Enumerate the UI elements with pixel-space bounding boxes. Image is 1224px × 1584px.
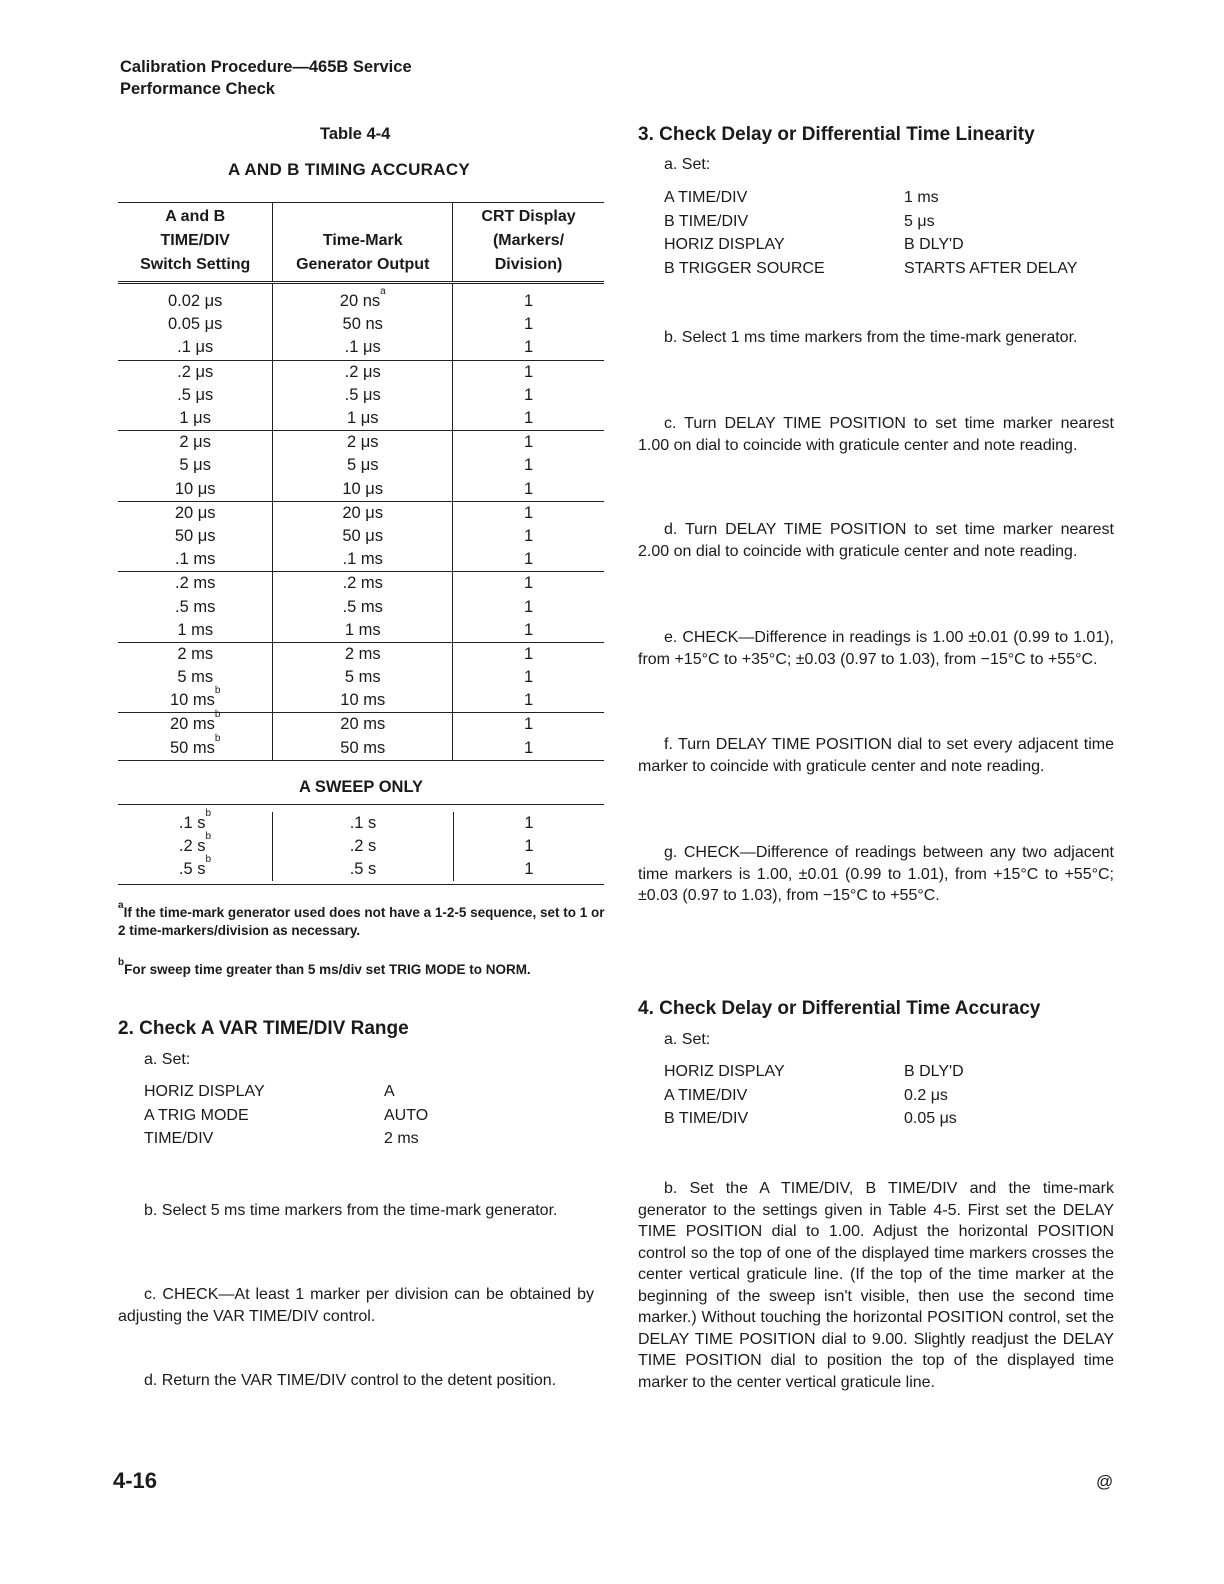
setting-row: HORIZ DISPLAY B DLY'D xyxy=(664,1063,964,1080)
col-header-crt-display: CRT Display (Markers/ Division) xyxy=(453,203,604,283)
markers-per-division-cell: 1 xyxy=(453,336,604,360)
switch-setting-cell: 5 μs xyxy=(118,454,273,477)
step-3-settings xyxy=(664,186,1114,280)
step-3a: a. Set: xyxy=(664,156,711,173)
table-row xyxy=(118,431,604,455)
markers-per-division-cell: 1 xyxy=(523,456,534,475)
markers-per-division-cell: 1 xyxy=(524,814,534,832)
running-header xyxy=(120,56,412,100)
setting-row: B TIME/DIV 5 μs xyxy=(664,212,935,230)
generator-output-cell: 5 μs xyxy=(273,454,453,477)
table-row xyxy=(118,858,604,881)
markers-per-division-cell: 1 xyxy=(523,668,534,687)
table-row xyxy=(118,595,604,618)
markers-per-division-cell: 1 xyxy=(523,362,534,381)
header-line-2: Performance Check xyxy=(120,80,275,98)
table-row xyxy=(118,737,604,761)
generator-output-cell: 1 μs xyxy=(273,407,453,431)
generator-output-cell: 5 ms xyxy=(273,666,453,689)
switch-setting-cell: .2 μs xyxy=(118,360,273,384)
step-2-title: 2. Check A VAR TIME/DIV Range xyxy=(118,1018,409,1039)
generator-output-cell: 10 μs xyxy=(273,478,453,502)
switch-setting-cell: 0.05 μs xyxy=(118,313,273,336)
step-3f: f. Turn DELAY TIME POSITION dial to set every adjacent time marker to coincide with graticule center and note reading. xyxy=(638,736,1114,775)
table-row xyxy=(118,384,604,407)
switch-setting-cell: .1 $s^b$ xyxy=(118,812,273,835)
setting-row: A TRIG MODE AUTO xyxy=(144,1106,429,1124)
footer-mark: @ xyxy=(1096,1472,1114,1491)
generator-output-cell: .5 s xyxy=(273,858,454,881)
switch-setting-cell: 0.02 μs xyxy=(118,283,273,314)
table-row xyxy=(118,689,604,713)
markers-per-division-cell: 1 xyxy=(453,478,604,502)
markers-per-division-cell: 1 xyxy=(523,433,534,452)
switch-setting-cell: .2 ms xyxy=(118,572,273,596)
generator-output-cell: 2 μs xyxy=(273,431,453,455)
header-line-1: Calibration Procedure—465B Service xyxy=(120,58,412,76)
a-sweep-table-body xyxy=(118,808,604,881)
step-2b: b. Select 5 ms time markers from the time-mark generator. xyxy=(144,1202,558,1219)
a-sweep-only-title: A SWEEP ONLY xyxy=(298,778,424,796)
markers-per-division-cell: 1 xyxy=(524,860,534,878)
table-row xyxy=(118,360,604,384)
table-title: A AND B TIMING ACCURACY xyxy=(228,160,471,179)
setting-row: HORIZ DISPLAY B DLY'D xyxy=(664,236,964,253)
footnote-b: $^b$For sweep time greater than 5 ms/div set TRIG MODE to NORM. xyxy=(118,957,531,977)
markers-per-division-cell: 1 xyxy=(453,407,604,431)
generator-output-cell: .5 μs xyxy=(273,384,453,407)
markers-per-division-cell: 1 xyxy=(523,503,534,522)
switch-setting-cell: .2 $s^b$ xyxy=(118,835,273,858)
generator-output-cell: .2 ms xyxy=(273,572,453,596)
step-2d: d. Return the VAR TIME/DIV control to the detent position. xyxy=(144,1372,557,1389)
table-row xyxy=(118,572,604,596)
markers-per-division-cell: 1 xyxy=(453,737,604,761)
col-header-generator-output: Time-Mark Generator Output xyxy=(273,203,453,283)
table-row xyxy=(118,313,604,336)
generator-output-cell: 2 ms xyxy=(273,642,453,666)
switch-setting-cell: 1 ms xyxy=(118,619,273,643)
table-row xyxy=(118,525,604,548)
generator-output-cell: 50 μs xyxy=(273,525,453,548)
generator-output-cell: .5 ms xyxy=(273,595,453,618)
table-row xyxy=(118,713,604,737)
setting-row: B TRIGGER SOURCE STARTS AFTER DELAY xyxy=(664,259,1078,277)
switch-setting-cell: .5 $s^b$ xyxy=(118,858,273,881)
generator-output-cell: 20 μs xyxy=(273,501,453,525)
markers-per-division-cell: 1 xyxy=(523,715,534,734)
switch-setting-cell: 50 $ms^b$ xyxy=(118,737,273,761)
timing-table-body xyxy=(118,283,604,761)
markers-per-division-cell: 1 xyxy=(453,548,604,572)
switch-setting-cell: 20 $ms^b$ xyxy=(118,713,273,737)
table-number: Table 4-4 xyxy=(320,125,391,143)
generator-output-cell: .2 μs xyxy=(273,360,453,384)
step-3d: d. Turn DELAY TIME POSITION to set time marker nearest 2.00 on dial to coincide with graticule center and note reading. xyxy=(638,521,1114,560)
switch-setting-cell: 10 μs xyxy=(118,478,273,502)
switch-setting-cell: 1 μs xyxy=(118,407,273,431)
table-row xyxy=(118,666,604,689)
step-4-settings xyxy=(664,1060,1114,1131)
table-row xyxy=(118,619,604,643)
step-3e: e. CHECK—Difference in readings is 1.00 ±0.01 (0.99 to 1.01), from +15°C to +35°C; ±0.03 (0.97 to 1.03), from −15°C to +55°C. xyxy=(638,629,1114,668)
generator-output-cell: .1 μs xyxy=(273,336,453,360)
switch-setting-cell: 10 $ms^b$ xyxy=(118,689,273,713)
switch-setting-cell: .5 ms xyxy=(118,595,273,618)
a-sweep-table xyxy=(118,808,604,881)
step-3-title: 3. Check Delay or Differential Time Linearity xyxy=(638,124,1035,145)
switch-setting-cell: 20 μs xyxy=(118,501,273,525)
generator-output-cell: 1 ms xyxy=(273,619,453,643)
step-4b: b. Set the A TIME/DIV, B TIME/DIV and the time-mark generator to the settings given in Table 4-5. First set the DELAY TIME POSITION dial to 1.00. Adjust the horizontal POSITION control so the top of one of the displayed time markers crosses the center vertical graticule line. (If the top of the time marker at the beginning of the sweep isn't visible, then use the second time marker.) Without touching the horizontal POSITION control, set the DELAY TIME POSITION dial to 9.00. Slightly readjust the DELAY TIME POSITION dial to position the top of the displayed time marker to the center vertical graticule line. xyxy=(638,1180,1114,1391)
table-row xyxy=(118,478,604,502)
markers-per-division-cell: 1 xyxy=(524,837,534,855)
setting-row: HORIZ DISPLAY A xyxy=(144,1083,395,1100)
markers-per-division-cell: 1 xyxy=(453,689,604,713)
switch-setting-cell: 2 ms xyxy=(118,642,273,666)
markers-per-division-cell: 1 xyxy=(523,315,534,334)
markers-per-division-cell: 1 xyxy=(523,526,534,545)
table-row xyxy=(118,642,604,666)
col-header-switch-setting: A and B TIME/DIV Switch Setting xyxy=(118,203,273,283)
markers-per-division-cell: 1 xyxy=(523,597,534,616)
setting-row: A TIME/DIV 0.2 μs xyxy=(664,1086,948,1104)
step-3b: b. Select 1 ms time markers from the time-mark generator. xyxy=(664,329,1078,346)
footnote-a: $^a$If the time-mark generator used does not have a 1-2-5 sequence, set to 1 or 2 time-markers/division as necessary. xyxy=(118,900,605,938)
table-row xyxy=(118,548,604,572)
table-row xyxy=(118,336,604,360)
setting-row: A TIME/DIV 1 ms xyxy=(664,189,939,206)
table-row xyxy=(118,407,604,431)
switch-setting-cell: .1 ms xyxy=(118,548,273,572)
step-2c: c. CHECK—At least 1 marker per division can be obtained by adjusting the VAR TIME/DIV control. xyxy=(118,1286,594,1325)
step-3c: c. Turn DELAY TIME POSITION to set time marker nearest 1.00 on dial to coincide with graticule center and note reading. xyxy=(638,415,1114,454)
markers-per-division-cell: 1 xyxy=(523,574,534,593)
table-row xyxy=(118,283,604,314)
a-sweep-top-rule xyxy=(118,804,604,805)
generator-output-cell: 50 ms xyxy=(273,737,453,761)
generator-output-cell: 20 ms xyxy=(273,713,453,737)
table-header-row xyxy=(118,203,604,283)
setting-row: B TIME/DIV 0.05 μs xyxy=(664,1110,957,1127)
step-4a: a. Set: xyxy=(664,1031,711,1048)
generator-output-cell: .1 s xyxy=(273,812,454,835)
page-number: 4-16 xyxy=(113,1468,158,1493)
step-2a: a. Set: xyxy=(144,1051,191,1068)
setting-row: TIME/DIV 2 ms xyxy=(144,1130,419,1147)
table-row xyxy=(118,812,604,835)
generator-output-cell: 10 ms xyxy=(273,689,453,713)
markers-per-division-cell: 1 xyxy=(523,644,534,663)
timing-accuracy-table xyxy=(118,202,604,761)
generator-output-cell: 50 ns xyxy=(273,313,453,336)
a-sweep-bottom-rule xyxy=(118,884,604,885)
switch-setting-cell: .5 μs xyxy=(118,384,273,407)
switch-setting-cell: 5 ms xyxy=(118,666,273,689)
markers-per-division-cell: 1 xyxy=(523,385,534,404)
generator-output-cell: .1 ms xyxy=(273,548,453,572)
step-3g: g. CHECK—Difference of readings between any two adjacent time markers is 1.00, ±0.01 (0.99 to 1.01), from +15°C to +55°C; ±0.03 (0.97 to 1.03), from −15°C to +55°C. xyxy=(638,844,1114,904)
step-2-settings xyxy=(144,1080,544,1151)
switch-setting-cell: .1 μs xyxy=(118,336,273,360)
switch-setting-cell: 50 μs xyxy=(118,525,273,548)
switch-setting-cell: 2 μs xyxy=(118,431,273,455)
generator-output-cell: .2 s xyxy=(273,835,454,858)
markers-per-division-cell: 1 xyxy=(523,292,534,311)
table-row xyxy=(118,835,604,858)
markers-per-division-cell: 1 xyxy=(453,619,604,643)
table-row xyxy=(118,454,604,477)
table-row xyxy=(118,501,604,525)
generator-output-cell: 20 $ns^a$ xyxy=(273,283,453,314)
step-4-title: 4. Check Delay or Differential Time Accuracy xyxy=(638,998,1041,1019)
